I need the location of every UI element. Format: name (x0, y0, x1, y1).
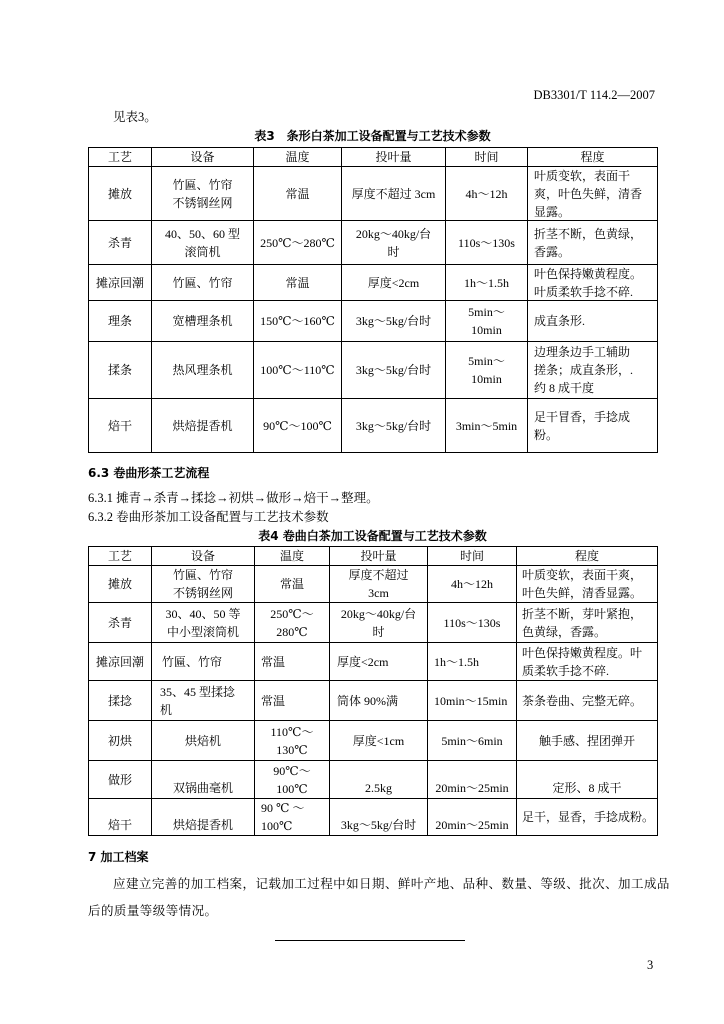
table4-time-cell (427, 680, 516, 720)
table3-process-cell (88, 398, 151, 452)
table4-process-cell (88, 720, 151, 760)
table3-temperature-cell-text: 常温 (285, 275, 310, 290)
table4-equipment-cell-text: 竹匾、竹帘 (162, 654, 223, 669)
table4-temperature-cell (254, 720, 329, 760)
table3-equipment-cell-text: 热风理条机 (172, 363, 233, 377)
table3-time-cell (445, 220, 527, 264)
table4-time-cell-text: 5min～6min (441, 733, 503, 748)
table3-degree-cell (527, 264, 657, 300)
table3-process-cell (88, 341, 151, 398)
table3-time-cell (445, 398, 527, 452)
table4-process-cell (88, 760, 151, 798)
table3-temperature-cell-text: 150℃～160℃ (260, 314, 335, 328)
table3-degree-cell-text: 叶质变软，表面干 爽，叶色失鲜，清香 显露。 (534, 168, 643, 219)
table4-header-process (88, 546, 151, 565)
table3-equipment-cell (151, 341, 253, 398)
table3-degree-cell (527, 341, 657, 398)
table4-leaf-amount-cell (329, 602, 427, 642)
table3-process-cell-text: 杀青 (107, 235, 132, 250)
table4-temperature-cell-text: 90 ℃ ～ 100℃ (261, 801, 305, 833)
table4-degree-cell-text: 叶质变软，表面干爽， 叶色失鲜，清香显露。 (522, 568, 643, 600)
table4-degree-cell-text: 茶条卷曲、完整无碎。 (522, 693, 643, 708)
table4-temperature-cell (254, 642, 329, 680)
table4-leaf-amount-cell (329, 798, 427, 835)
table4-temperature-cell (254, 565, 329, 602)
table3-temperature-cell-text: 90℃～100℃ (263, 418, 332, 433)
table4-leaf-amount-cell-text: 厚度不超过 3cm (348, 568, 409, 600)
table3-header-temperature (253, 147, 341, 166)
table3-process-cell (88, 166, 151, 220)
table4-degree-cell (516, 565, 657, 602)
table4-process-cell-text: 摊凉回潮 (95, 654, 144, 669)
table4-equipment-cell-text: 35、45 型揉捻 机 (160, 684, 236, 717)
section-6-3-2-text: 6.3.2 卷曲形茶加工设备配置与工艺技术参数 (88, 510, 329, 524)
table3-temperature-cell (253, 300, 341, 341)
table4-caption: 表4 卷曲白茶加工设备配置与工艺技术参数 (258, 529, 487, 543)
table4-leaf-amount-cell (329, 680, 427, 720)
table3-header-leaf-amount-text: 投叶量 (375, 150, 412, 164)
section-6-3-1-text: 6.3.1 摊青→杀青→揉捻→初烘→做形→焙干→整理。 (88, 491, 379, 505)
table4-equipment-cell-text: 双锅曲毫机 (172, 781, 233, 795)
table4-equipment-cell (151, 798, 254, 835)
section-7-paragraph-line: 后的质量等级等情况。 (88, 904, 218, 918)
table3-degree-cell (527, 398, 657, 452)
table4-degree-cell-text: 定形、8 成干 (552, 781, 622, 795)
table4-degree-cell-text: 足干，显香，手捻成粉。 (522, 810, 655, 824)
table4-equipment-cell-text: 竹匾、竹帘 不锈钢丝网 (172, 568, 233, 600)
table4-degree-cell (516, 760, 657, 798)
table4-temperature-cell-text: 常温 (261, 654, 286, 669)
table3-header-degree-text: 程度 (580, 150, 605, 164)
table4-process-cell-text: 初烘 (107, 733, 132, 748)
section-7-paragraph-line: 应建立完善的加工档案，记载加工过程中如日期、鲜叶产地、品种、数量、等级、批次、加工成品 (113, 877, 670, 891)
table3-leaf-amount-cell-text: 厚度不超过 3cm (351, 186, 436, 201)
table4-time-cell (427, 798, 516, 835)
table3-time-cell-text: 1h～1.5h (463, 275, 509, 290)
table4-leaf-amount-cell-text: 厚度<2cm (337, 654, 389, 669)
table4-temperature-cell-text: 常温 (261, 693, 286, 708)
table4-process-cell-text: 杀青 (107, 615, 132, 630)
intro-text: 见表3。 (113, 110, 157, 124)
table4-equipment-cell (151, 642, 254, 680)
table3-header-time (445, 147, 527, 166)
table3-leaf-amount-cell (341, 341, 445, 398)
table3-process-cell-text: 摊放 (107, 186, 132, 201)
table4-time-cell-text: 4h～12h (450, 577, 493, 591)
table3-equipment-cell-text: 40、50、60 型 滚筒机 (164, 226, 240, 259)
table4-time-cell-text: 1h～1.5h (434, 654, 480, 669)
table4-degree-cell (516, 720, 657, 760)
table3-process-cell-text: 焙干 (107, 418, 132, 433)
table4-leaf-amount-cell-text: 3kg～5kg/台时 (340, 818, 417, 832)
table4-time-cell-text: 110s～130s (443, 615, 501, 630)
table4-process-cell-text: 摊放 (107, 577, 132, 591)
table4-process-cell-text: 做形 (107, 772, 132, 787)
table3-leaf-amount-cell (341, 264, 445, 300)
table4-leaf-amount-cell (329, 565, 427, 602)
table3-equipment-cell (151, 300, 253, 341)
table3-temperature-cell-text: 常温 (285, 186, 310, 201)
table4-process-cell-text: 焙干 (107, 818, 132, 832)
table3-degree-cell-text: 叶色保持嫩黄程度。 叶质柔软手捻不碎. (534, 266, 643, 299)
table4-process-cell (88, 798, 151, 835)
table3-process-cell-text: 揉条 (107, 363, 132, 377)
table3-header-time-text: 时间 (474, 150, 499, 164)
table4-leaf-amount-cell-text: 20kg～40kg/台 时 (340, 606, 417, 639)
table4-process-cell (88, 602, 151, 642)
table3-equipment-cell-text: 宽槽理条机 (172, 314, 233, 328)
table4-equipment-cell-text: 30、40、50 等 中小型滚筒机 (165, 606, 241, 639)
table3-leaf-amount-cell (341, 300, 445, 341)
footer-rule (275, 940, 465, 941)
table4-time-cell (427, 760, 516, 798)
table4-leaf-amount-cell (329, 720, 427, 760)
table3-degree-cell-text: 边理条边手工辅助 搓条；成直条形，. 约 8 成干度 (534, 345, 634, 395)
table4-equipment-cell (151, 602, 254, 642)
table3-process-cell-text: 理条 (107, 314, 132, 328)
table4-equipment-cell-text: 烘焙提香机 (172, 818, 233, 832)
table3-degree-cell (527, 300, 657, 341)
table4-header-leaf-amount-text: 投叶量 (360, 549, 397, 563)
table3-time-cell (445, 341, 527, 398)
table4-header-time (427, 546, 516, 565)
table3-temperature-cell (253, 220, 341, 264)
table3-leaf-amount-cell-text: 3kg～5kg/台时 (355, 363, 432, 377)
table3-header-equipment (151, 147, 253, 166)
table4-temperature-cell-text: 90℃～ 100℃ (273, 763, 311, 796)
table4-header-degree-text: 程度 (574, 549, 599, 563)
table4-header-process-text: 工艺 (107, 549, 132, 563)
table3-equipment-cell-text: 竹匾、竹帘 不锈钢丝网 (172, 177, 233, 210)
table3-time-cell-text: 110s～130s (458, 235, 515, 250)
table4-degree-cell (516, 798, 657, 835)
table4-process-cell (88, 680, 151, 720)
table3-time-cell-text: 5min～ 10min (468, 354, 505, 386)
table4-temperature-cell-text: 250℃～ 280℃ (270, 606, 314, 639)
table4-header-leaf-amount (329, 546, 427, 565)
table4-degree-cell-text: 折茎不断，芽叶紧抱， 色黄绿，香露。 (522, 606, 643, 639)
table3-caption: 表3 条形白茶加工设备配置与工艺技术参数 (254, 129, 491, 143)
table3-equipment-cell-text: 烘焙提香机 (172, 418, 233, 433)
table4-degree-cell (516, 680, 657, 720)
table4-equipment-cell (151, 720, 254, 760)
table3-header-process (88, 147, 151, 166)
table3-header-temperature-text: 温度 (285, 150, 310, 164)
table3-leaf-amount-cell (341, 220, 445, 264)
table4-leaf-amount-cell-text: 2.5kg (365, 781, 392, 795)
table4-time-cell (427, 642, 516, 680)
table4-leaf-amount-cell-text: 厚度<1cm (352, 733, 405, 748)
table4-header-temperature-text: 温度 (279, 549, 304, 563)
table4-time-cell (427, 720, 516, 760)
table4-degree-cell-text: 触手感、捏团弹开 (538, 733, 635, 748)
table3-temperature-cell (253, 341, 341, 398)
table4-equipment-cell (151, 680, 254, 720)
table4-process-cell-text: 揉捻 (107, 693, 132, 708)
section-7-heading: 7 加工档案 (88, 850, 149, 864)
table4-header-equipment-text: 设备 (190, 549, 215, 563)
table3-process-cell (88, 264, 151, 300)
table4-temperature-cell-text: 110℃～ 130℃ (270, 724, 314, 757)
table3-equipment-cell (151, 220, 253, 264)
table4-degree-cell (516, 602, 657, 642)
table3-temperature-cell-text: 100℃～110℃ (260, 363, 335, 377)
table4-process-cell (88, 565, 151, 602)
table3-degree-cell (527, 166, 657, 220)
table3-process-cell-text: 摊凉回潮 (95, 275, 144, 290)
table4-leaf-amount-cell-text: 筒体 90%满 (337, 693, 398, 708)
table4-header-equipment (151, 546, 254, 565)
table3-time-cell (445, 300, 527, 341)
page-number: 3 (647, 958, 654, 972)
table3-equipment-cell (151, 264, 253, 300)
table4-header-time-text: 时间 (459, 549, 484, 563)
table3-process-cell (88, 300, 151, 341)
table3-time-cell-text: 3min～5min (455, 418, 518, 433)
table3-time-cell (445, 264, 527, 300)
table3-degree-cell (527, 220, 657, 264)
table4-temperature-cell (254, 680, 329, 720)
table4-equipment-cell-text: 烘焙机 (184, 733, 221, 748)
table3-time-cell (445, 166, 527, 220)
table3-equipment-cell (151, 166, 253, 220)
table4-process-cell (88, 642, 151, 680)
table4-equipment-cell (151, 565, 254, 602)
table3-leaf-amount-cell (341, 398, 445, 452)
table3-temperature-cell (253, 166, 341, 220)
document-code: DB3301/T 114.2—2007 (533, 88, 655, 102)
table4 (88, 546, 658, 836)
table3 (88, 147, 658, 453)
table3-temperature-cell (253, 398, 341, 452)
table4-temperature-cell (254, 760, 329, 798)
table3-equipment-cell-text: 竹匾、竹帘 (172, 275, 233, 290)
table3-degree-cell-text: 折茎不断，色黄绿， 香露。 (534, 226, 643, 259)
table3-degree-cell-text: 成直条形. (534, 314, 586, 328)
table4-degree-cell-text: 叶色保持嫩黄程度。叶 质柔软手捻不碎. (522, 645, 643, 678)
table4-time-cell (427, 602, 516, 642)
table3-equipment-cell (151, 398, 253, 452)
table4-temperature-cell-text: 常温 (279, 577, 304, 591)
table4-time-cell-text: 20min～25min (435, 818, 509, 832)
table4-degree-cell (516, 642, 657, 680)
table4-time-cell (427, 565, 516, 602)
section-6-3-heading: 6.3 卷曲形茶工艺流程 (88, 466, 210, 480)
table3-header-equipment-text: 设备 (190, 150, 215, 164)
table3-leaf-amount-cell-text: 3kg～5kg/台时 (355, 418, 432, 433)
table3-time-cell-text: 4h～12h (465, 186, 508, 201)
table4-equipment-cell (151, 760, 254, 798)
table3-leaf-amount-cell (341, 166, 445, 220)
table3-leaf-amount-cell-text: 20kg～40kg/台 时 (355, 226, 432, 259)
table3-leaf-amount-cell-text: 厚度<2cm (367, 275, 420, 290)
table4-time-cell-text: 20min～25min (435, 781, 509, 795)
table3-temperature-cell-text: 250℃～280℃ (260, 235, 335, 250)
table4-temperature-cell (254, 798, 329, 835)
table3-header-degree (527, 147, 657, 166)
table4-temperature-cell (254, 602, 329, 642)
table3-leaf-amount-cell-text: 3kg～5kg/台时 (355, 314, 432, 328)
table4-leaf-amount-cell (329, 642, 427, 680)
table3-header-process-text: 工艺 (107, 150, 132, 164)
table3-temperature-cell (253, 264, 341, 300)
table4-header-degree (516, 546, 657, 565)
table4-time-cell-text: 10min～15min (434, 693, 508, 708)
table4-header-temperature (254, 546, 329, 565)
table4-leaf-amount-cell (329, 760, 427, 798)
table3-header-leaf-amount (341, 147, 445, 166)
table3-time-cell-text: 5min～ 10min (468, 305, 505, 337)
table3-degree-cell-text: 足干冒香，手捻成 粉。 (534, 409, 631, 442)
table3-process-cell (88, 220, 151, 264)
